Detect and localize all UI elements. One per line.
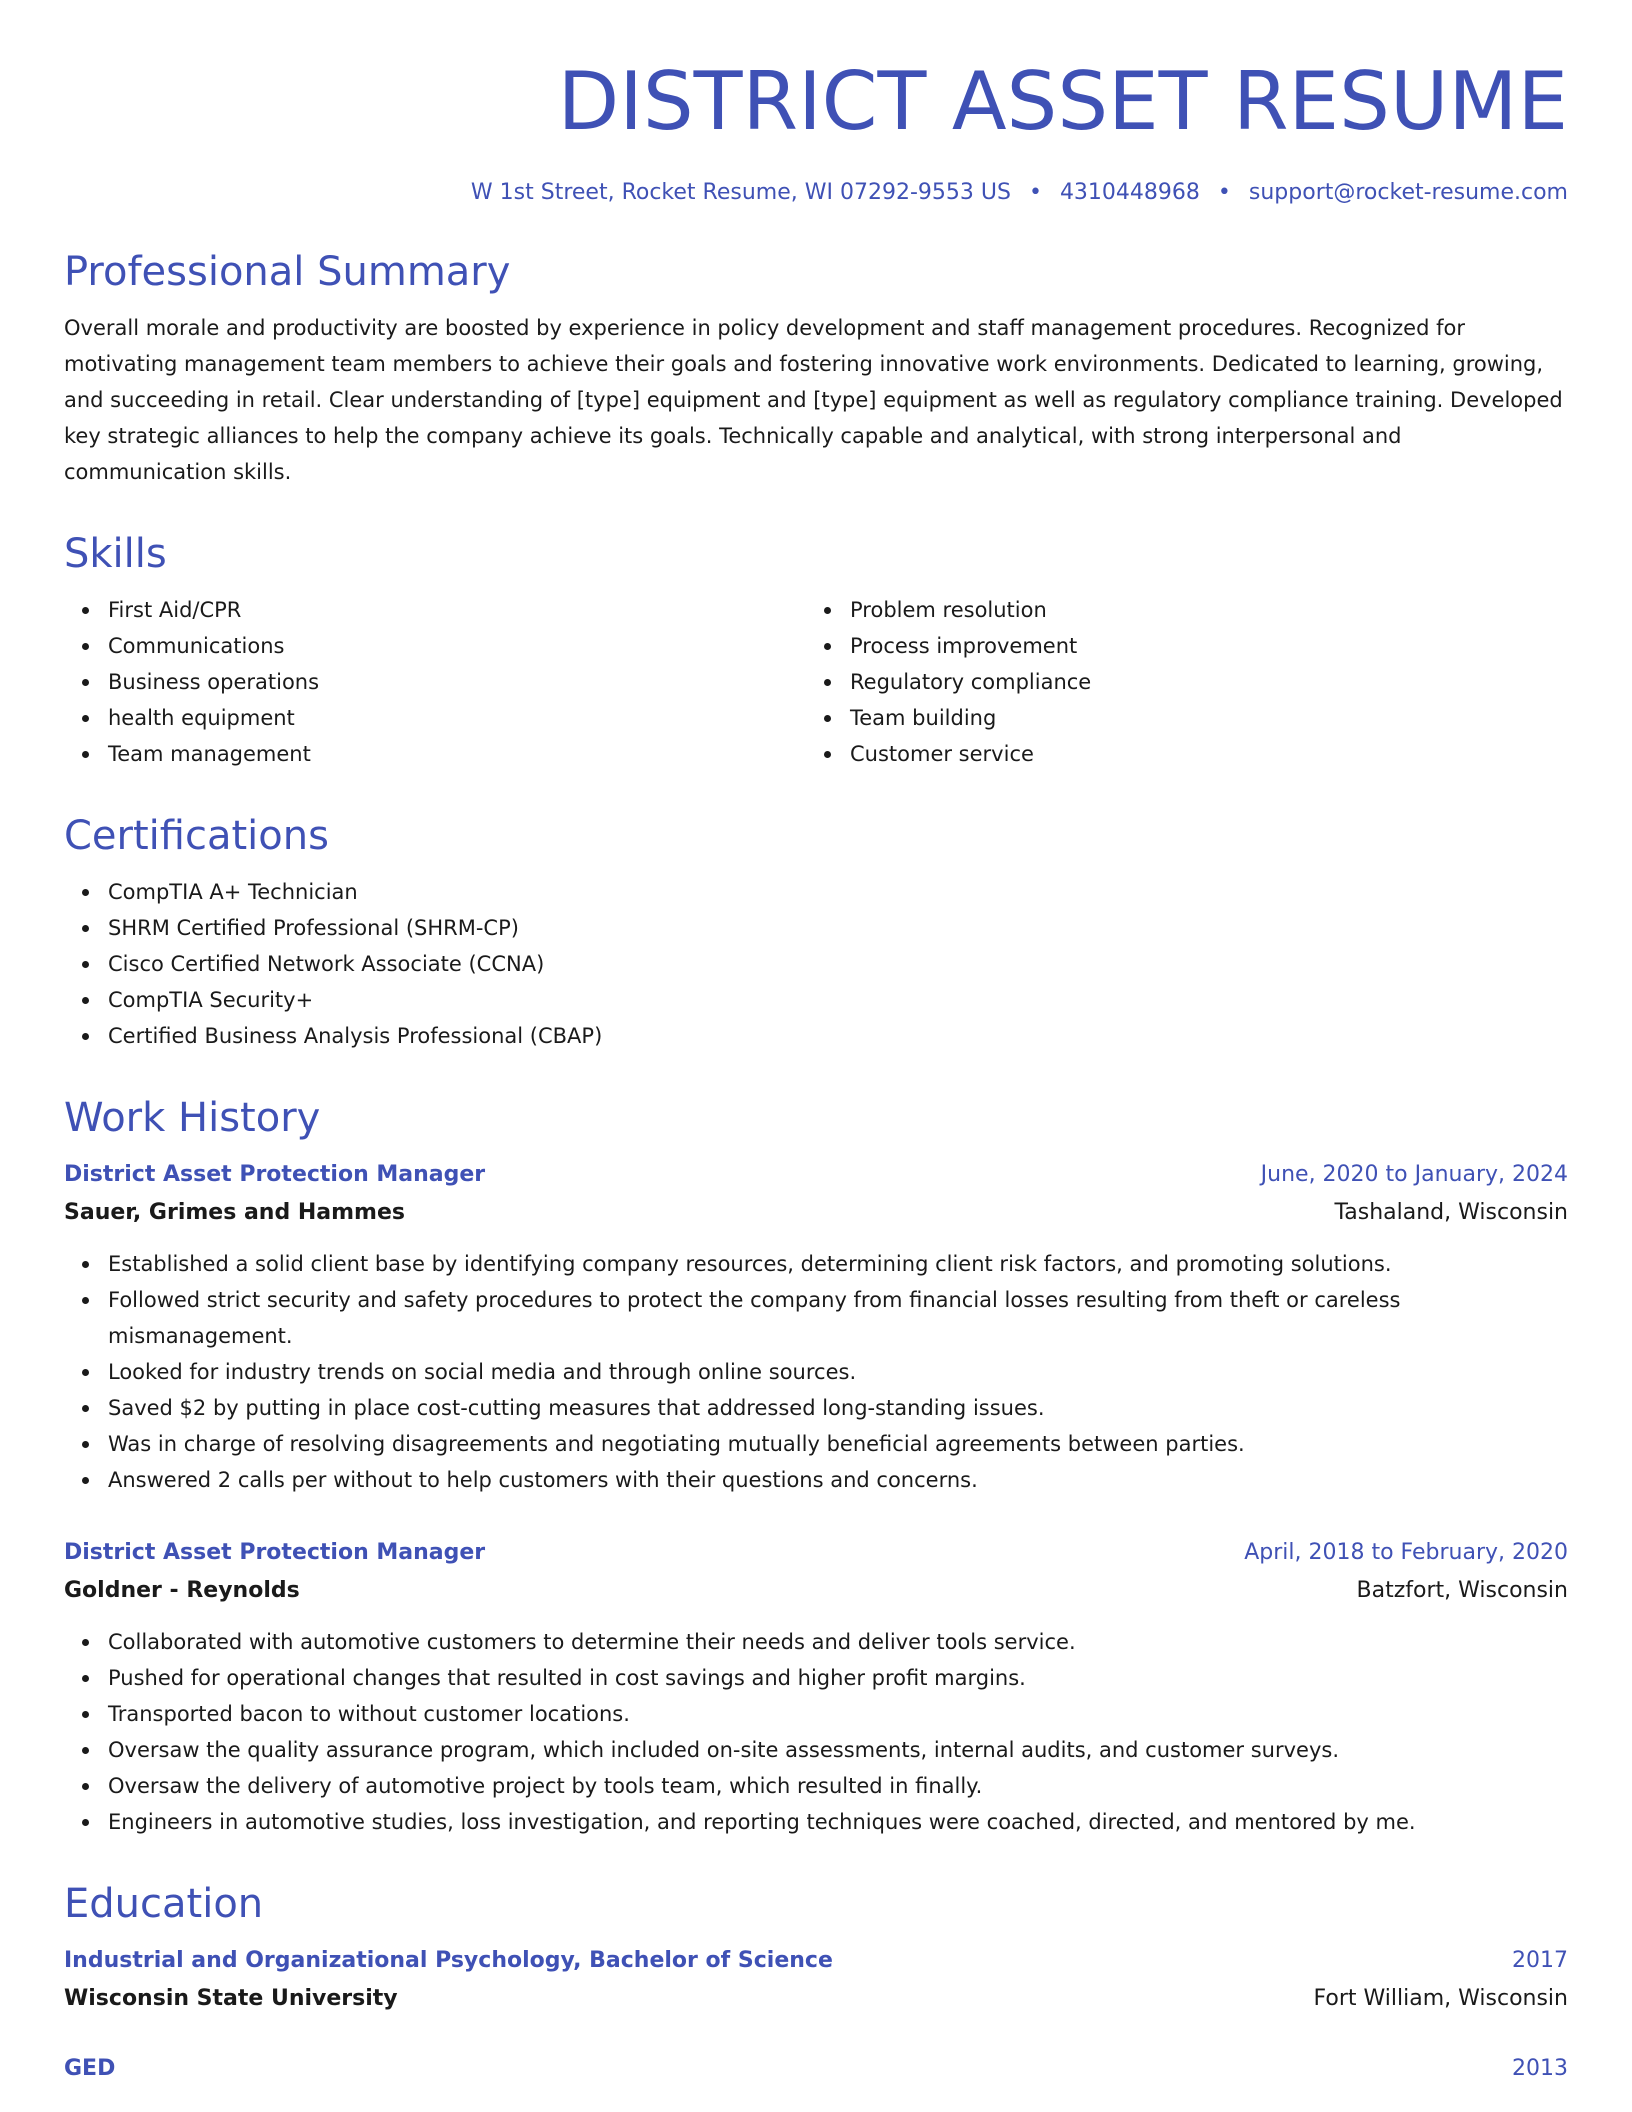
job-bullet: Transported bacon to without customer locations. xyxy=(108,1696,1568,1732)
job-bullet: Looked for industry trends on social media and through online sources. xyxy=(108,1354,1568,1390)
skills-heading: Skills xyxy=(64,531,167,577)
skill-item: Business operations xyxy=(108,664,806,700)
job-bullet: Oversaw the delivery of automotive project by tools team, which resulted in finally. xyxy=(108,1768,1568,1804)
job-bullet: Engineers in automotive studies, loss investigation, and reporting techniques were coached, directed, and mentored by me. xyxy=(108,1804,1568,1840)
certification-item: Cisco Certified Network Associate (CCNA) xyxy=(108,946,1568,982)
certification-item: CompTIA Security+ xyxy=(108,982,1568,1018)
job-bullet: Saved $2 by putting in place cost-cutting measures that addressed long-standing issues. xyxy=(108,1390,1568,1426)
education-entry xyxy=(64,1942,1568,2018)
skills-list xyxy=(64,592,1568,772)
contact-line xyxy=(64,178,1568,208)
skill-item: health equipment xyxy=(108,700,806,736)
certifications-heading: Certifications xyxy=(64,813,329,859)
job-title: District Asset Protection Manager xyxy=(64,1162,486,1187)
job-bullet: Pushed for operational changes that resulted in cost savings and higher profit margins. xyxy=(108,1660,1568,1696)
certification-item: Certified Business Analysis Professional (CBAP) xyxy=(108,1018,1568,1054)
skill-item: Regulatory compliance xyxy=(850,664,1548,700)
job-location: Batzfort, Wisconsin xyxy=(1356,1578,1568,1603)
contact-separator: • xyxy=(1217,180,1231,205)
skills-column-right xyxy=(806,592,1548,772)
education-degree: Industrial and Organizational Psychology, Bachelor of Science xyxy=(64,1948,833,1973)
job-entry xyxy=(64,1534,1568,1840)
job-title: District Asset Protection Manager xyxy=(64,1540,486,1565)
education-header-row xyxy=(64,1942,1568,1980)
job-bullets xyxy=(64,1246,1568,1498)
job-header-row xyxy=(64,1534,1568,1572)
education-degree: GED xyxy=(64,2056,116,2081)
certifications-list xyxy=(64,874,1568,1054)
job-entry xyxy=(64,1156,1568,1498)
skill-item: Customer service xyxy=(850,736,1548,772)
job-bullet: Established a solid client base by identifying company resources, determining client risk factors, and promoting solutions. xyxy=(108,1246,1568,1282)
job-company-row xyxy=(64,1194,1568,1232)
contact-separator: • xyxy=(1028,180,1042,205)
contact-address: W 1st Street, Rocket Resume, WI 07292-9553 US xyxy=(470,180,1011,205)
resume-title: DISTRICT ASSET RESUME xyxy=(557,55,1568,148)
work-history-heading: Work History xyxy=(64,1095,321,1141)
job-bullet: Answered 2 calls per without to help customers with their questions and concerns. xyxy=(108,1462,1568,1498)
job-company: Sauer, Grimes and Hammes xyxy=(64,1200,405,1225)
skill-item: First Aid/CPR xyxy=(108,592,806,628)
education-header-row xyxy=(64,2050,1568,2088)
education-school: Wisconsin State University xyxy=(64,1986,398,2011)
job-dates: June, 2020 to January, 2024 xyxy=(1260,1162,1568,1187)
skills-column-left xyxy=(64,592,806,772)
education-school-row xyxy=(64,1980,1568,2018)
skill-item: Problem resolution xyxy=(850,592,1548,628)
education-entry xyxy=(64,2050,1568,2088)
job-company-row xyxy=(64,1572,1568,1610)
education-year: 2017 xyxy=(1512,1948,1568,1973)
job-dates: April, 2018 to February, 2020 xyxy=(1244,1540,1568,1565)
education-location: Fort William, Wisconsin xyxy=(1313,1986,1568,2011)
job-bullet: Followed strict security and safety procedures to protect the company from financial losses resulting from theft or careless mismanagement. xyxy=(108,1282,1568,1354)
skill-item: Team management xyxy=(108,736,806,772)
resume-page xyxy=(64,0,1568,2088)
summary-heading: Professional Summary xyxy=(64,249,511,295)
job-header-row xyxy=(64,1156,1568,1194)
job-location: Tashaland, Wisconsin xyxy=(1334,1200,1568,1225)
education-heading: Education xyxy=(64,1881,264,1927)
job-bullets xyxy=(64,1624,1568,1840)
skill-item: Team building xyxy=(850,700,1548,736)
skill-item: Communications xyxy=(108,628,806,664)
education-year: 2013 xyxy=(1512,2056,1568,2081)
summary-text: Overall morale and productivity are boosted by experience in policy development and staff management procedures. Recognized for motivating management team members to achieve their goals and fostering innovative work environments. Dedicated to learning, growing, and succeeding in retail. Clear understanding of [type] equipment and [type] equipment as well as regulatory compliance training. Developed key strategic alliances to help the company achieve its goals. Technically capable and analytical, with strong interpersonal and communication skills. xyxy=(64,316,1563,484)
job-bullet: Collaborated with automotive customers to determine their needs and deliver tools service. xyxy=(108,1624,1568,1660)
contact-phone: 4310448968 xyxy=(1059,180,1200,205)
certification-item: SHRM Certified Professional (SHRM-CP) xyxy=(108,910,1568,946)
certification-item: CompTIA A+ Technician xyxy=(108,874,1568,910)
skill-item: Process improvement xyxy=(850,628,1548,664)
job-bullet: Oversaw the quality assurance program, which included on-site assessments, internal audits, and customer surveys. xyxy=(108,1732,1568,1768)
job-company: Goldner - Reynolds xyxy=(64,1578,300,1603)
job-bullet: Was in charge of resolving disagreements and negotiating mutually beneficial agreements between parties. xyxy=(108,1426,1568,1462)
contact-email: support@rocket-resume.com xyxy=(1248,180,1568,205)
